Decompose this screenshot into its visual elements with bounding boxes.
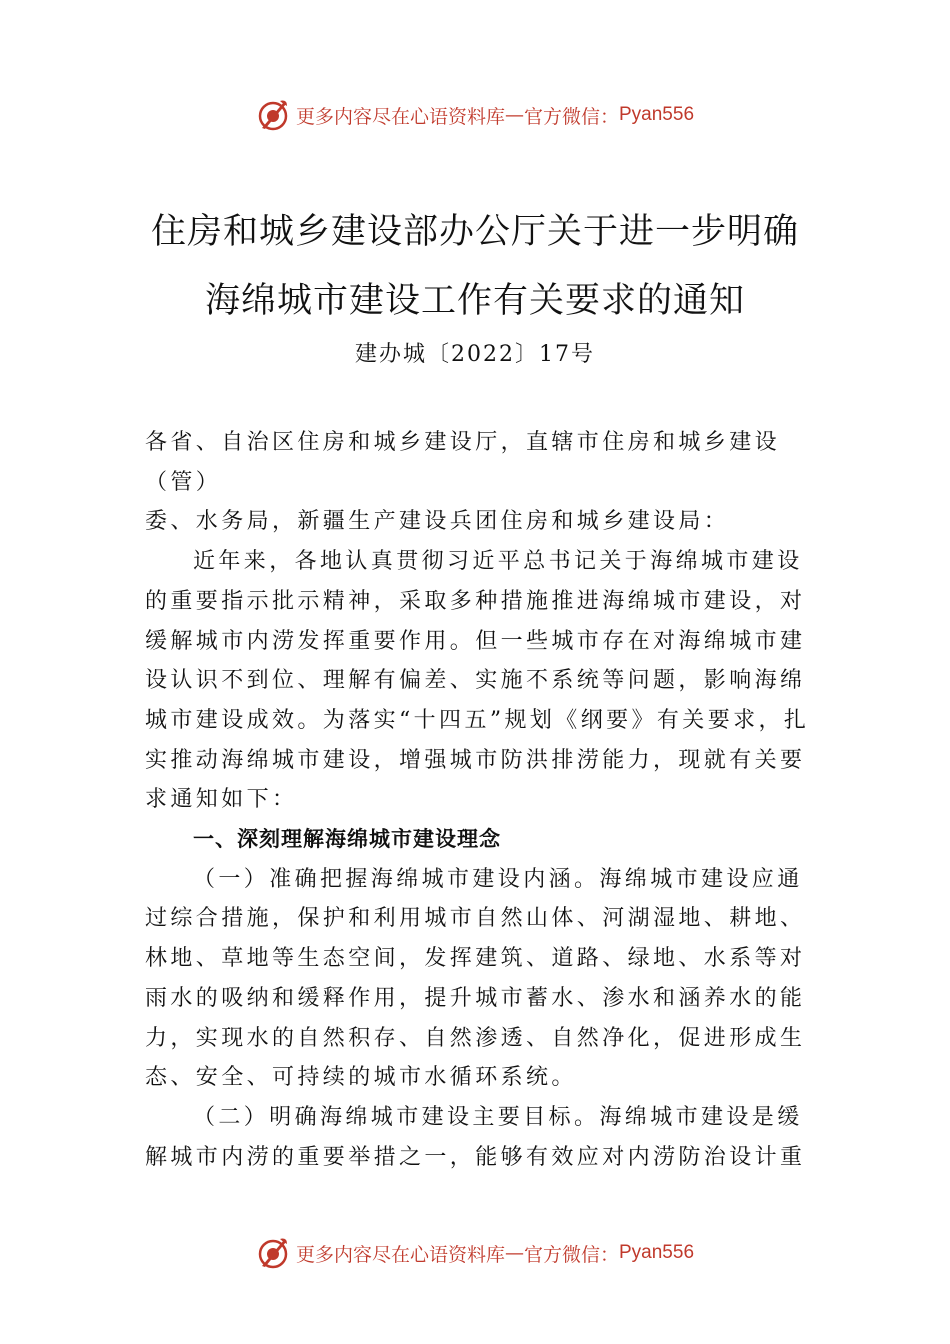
watermark-separator: —: [504, 1242, 524, 1264]
document-number: 建办城〔2022〕17号: [355, 342, 595, 367]
intro-paragraph: 近年来，各地认真贯彻习近平总书记关于海绵城市建设的重要指示批示精神，采取多种措施推进海绵城市建设，对缓解城市内涝发挥重要作用。但一些城市存在对海绵城市建设认识不到位、理解有偏差、实施不系统等问题，影响海绵城市建设成效。为落实“十四五”规划《纲要》有关要求，扎实推动海绵城市建设，增强城市防洪排涝能力，现就有关要求通知如下：: [145, 549, 810, 813]
watermark-label: 官方微信：: [523, 105, 619, 128]
addressee-line-1: 各省、自治区住房和城乡建设厅，直辖市住房和城乡建设（管）: [145, 430, 781, 495]
document-body: [145, 423, 813, 1177]
item-paragraph-2: （二）明确海绵城市建设主要目标。海绵城市建设是缓解城市内涝的重要举措之一，能够有效应对内涝防治设计重: [145, 1104, 806, 1170]
watermark-separator: —: [504, 104, 524, 126]
watermark-banner-top: [0, 95, 950, 135]
watermark-label: 官方微信：: [523, 1243, 619, 1266]
watermark-banner-bottom: [0, 1233, 950, 1273]
watermark-text: 更多内容尽在心语资料库: [295, 105, 505, 128]
watermark-handle: Pyan556: [619, 1242, 695, 1263]
quill-seal-icon: [256, 98, 290, 132]
watermark-handle: Pyan556: [619, 104, 695, 125]
document-title-line-2: 海绵城市建设工作有关要求的通知: [204, 281, 745, 321]
watermark-text: 更多内容尽在心语资料库: [295, 1243, 505, 1266]
document-title-line-1: 住房和城乡建设部办公厅关于进一步明确: [150, 212, 799, 252]
addressee-line-2: 委、水务局，新疆生产建设兵团住房和城乡建设局：: [145, 509, 730, 535]
quill-seal-icon: [256, 1236, 290, 1270]
section-heading-1: 一、深刻理解海绵城市建设理念: [193, 827, 501, 852]
item-paragraph-1: （一）准确把握海绵城市建设内涵。海绵城市建设应通过综合措施，保护和利用城市自然山体、河湖湿地、耕地、林地、草地等生态空间，发挥建筑、道路、绿地、水系等对雨水的吸纳和缓释作用，提升城市蓄水、渗水和涵养水的能力，实现水的自然积存、自然渗透、自然净化，促进形成生态、安全、可持续的城市水循环系统。: [145, 866, 806, 1091]
